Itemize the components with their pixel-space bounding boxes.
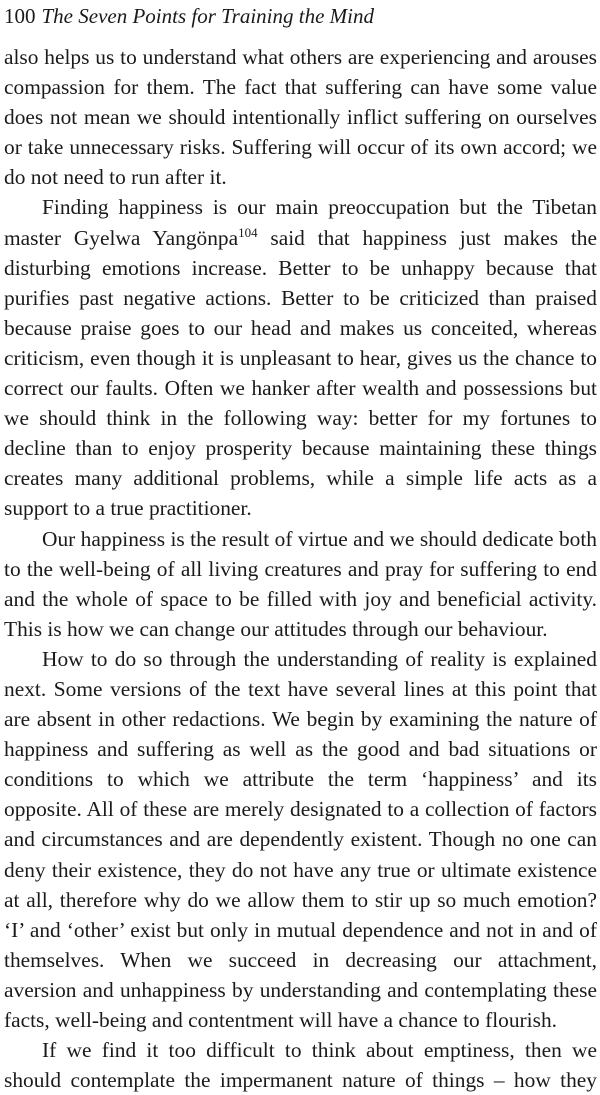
paragraph-emptiness: If we find it too difficult to think about emptiness, then we should contemplate the impermanent nature of things – how they xyxy=(4,1038,597,1093)
paragraph-continued: also helps us to understand what others are experiencing and arouses compassion for them. The fact that suffering can have some value does not mean we should intentionally inflict suffering on ourselves or take unnecessary risks. Suffering will occur of its own accord; we do not need to run after it. xyxy=(4,45,597,190)
paragraph-text: Finding happiness is our main preoccupation but the Tibetan master Gyelwa Yangönpa xyxy=(4,195,597,250)
book-title: The Seven Points for Training the Mind xyxy=(41,4,374,28)
body-text xyxy=(4,42,597,1095)
paragraph-reality: How to do so through the understanding of reality is explained next. Some versions of the text have several lines at this point that are absent in other redactions. We begin by examining the nature of happiness and suffering as well as the good and bad situations or conditions to which we attribute the term ‘happiness’ and its opposite. All of these are merely designated to a collection of factors and circumstances and are dependently existent. Though no one can deny their existence, they do not have any true or ultimate existence at all, therefore why do we allow them to stir up so much emotion? ‘I’ and ‘other’ exist but only in mutual dependence and not in and of themselves. When we succeed in decreasing our attachment, aversion and unhappiness by understanding and contemplating these facts, well-being and contentment will have a chance to flourish. xyxy=(4,646,597,1032)
footnote-reference: 104 xyxy=(238,224,258,240)
paragraph-happiness xyxy=(4,192,597,523)
page-number: 100 xyxy=(4,4,36,28)
running-head xyxy=(4,4,374,28)
paragraph-virtue: Our happiness is the result of virtue and we should dedicate both to the well-being of all living creatures and pray for suffering to end and the whole of space to be filled with joy and beneficial activity. This is how we can change our attitudes through our behaviour. xyxy=(4,526,597,641)
paragraph-text: said that happiness just makes the disturbing emotions increase. Better to be unhappy because that purifies past negative actions. Better to be criticized than praised because praise goes to our head and makes us conceited, whereas criticism, even though it is unpleasant to hear, gives us the chance to correct our faults. Often we hanker after wealth and possessions but we should think in the following way: better for my fortunes to decline than to enjoy prosperity because maintaining these things creates many additional problems, while a simple life acts as a support to a true practitioner. xyxy=(4,225,597,521)
